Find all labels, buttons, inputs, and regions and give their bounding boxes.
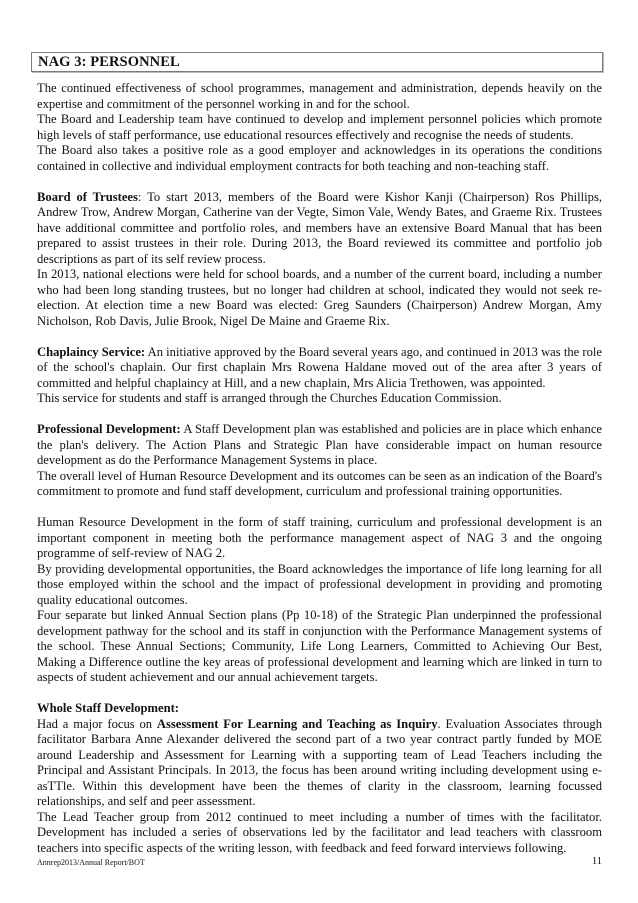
board-paragraph-2: In 2013, national elections were held for school boards, and a number of the current board, including a number who had been long standing trustees, but no longer had children at school, indicated they would not seek re-election. At election time a new Board was elected: Greg Saunders (Chairperson) Andrew Morgan, Amy Nicholson, Rob Davis, Julie Brook, Nigel De Maine and Graeme Rix.: [37, 267, 602, 328]
intro-paragraph-3: The Board also takes a positive role as a good employer and acknowledges in its operations the conditions contained in collective and individual employment contracts for both teaching and non-teaching staff.: [37, 143, 602, 173]
whole-staff-heading: Whole Staff Development:: [37, 701, 180, 715]
professional-paragraph-1: Professional Development: A Staff Development plan was established and policies are in place which enhance the plan's delivery. The Action Plans and Strategic Plan have considerable impact on human resource development as do the Performance Management Systems in place.: [37, 422, 602, 467]
professional-paragraph-3: Human Resource Development in the form of staff training, curriculum and professional development is an important component in meeting both the performance management aspect of NAG 3 and the ongoing programme of self-review of NAG 2.: [37, 515, 602, 560]
footer-document-path: Annrep2013/Annual Report/BOT: [37, 858, 145, 867]
professional-paragraph-5: Four separate but linked Annual Section plans (Pp 10-18) of the Strategic Plan underpinned the professional development pathway for the school and its staff in conjunction with the Performance Management systems of the school. These Annual Sections; Community, Life Long Learners, Committed to Achieving Our Best, Making a Difference outline the key areas of professional development and learning which are linked in turn to aspects of student achievement and our annual achievement targets.: [37, 608, 602, 684]
section-heading: NAG 3: PERSONNEL: [38, 54, 180, 70]
board-paragraph-1: Board of Trustees: To start 2013, members of the Board were Kishor Kanji (Chairperson) Ros Phillips, Andrew Trow, Andrew Morgan, Catherine van der Vegte, Simon Vale, Wendy Bates, and Graeme Rix. Trustees have additional committee and portfolio roles, and members have an extensive Board Manual that has been prepared to assist trustees in their role. During 2013, the Board reviewed its committee and portfolio job descriptions as part of its self review process.: [37, 189, 602, 266]
professional-paragraph-4: By providing developmental opportunities, the Board acknowledges the importance of life long learning for all those employed within the school and the impact of professional development in providing and promoting quality educational outcomes.: [37, 561, 602, 607]
chaplaincy-paragraph-1: Chaplaincy Service: An initiative approved by the Board several years ago, and continued in 2013 was the role of the school's chaplain. Our first chaplain Mrs Rowena Haldane moved out of the area after 3 years of committed and helpful chaplaincy at Hill, and a new chaplain, Mrs Alicia Trethowen, was appointed.: [37, 344, 602, 390]
professional-label: Professional Development:: [37, 422, 181, 436]
intro-paragraph-2: The Board and Leadership team have continued to develop and implement personnel policies which promote high levels of staff performance, use educational resources effectively and recognise the needs of students.: [37, 112, 602, 142]
document-body: [37, 81, 602, 856]
intro-paragraph-1: The continued effectiveness of school programmes, management and administration, depends heavily on the expertise and commitment of the personnel working in and for the school.: [37, 81, 602, 111]
board-label: Board of Trustees: [37, 189, 138, 204]
page-number: 11: [591, 856, 602, 867]
whole-staff-paragraph-1: Had a major focus on Assessment For Learning and Teaching as Inquiry. Evaluation Associates through facilitator Barbara Anne Alexander delivered the second part of a two year contract partly funded by MOE around Leadership and Assessment for Learning with a supporting team of Lead Teachers including the Principal and Assistant Principals. In 2013, the focus has been around writing including development using e-asTTle. Within this development have been the themes of clarity in the classroom, learning focussed relationships, and self and peer assessment.: [37, 716, 602, 808]
focus-highlight: Assessment For Learning and Teaching as Inquiry: [156, 716, 438, 731]
whole-staff-paragraph-2: The Lead Teacher group from 2012 continued to meet including a number of times with the facilitator. Development has included a series of observations led by the facilitator and lead teachers with classroom teachers into specific aspects of the writing lesson, with feedback and feed forward interviews following.: [37, 809, 602, 855]
section-heading-box: [31, 52, 603, 72]
chaplaincy-paragraph-2: This service for students and staff is arranged through the Churches Education Commission.: [37, 391, 502, 405]
chaplaincy-label: Chaplaincy Service:: [37, 344, 146, 359]
professional-paragraph-2: The overall level of Human Resource Development and its outcomes can be seen as an indication of the Board's commitment to promote and fund staff development, curriculum and professional training opportunities.: [37, 468, 602, 498]
